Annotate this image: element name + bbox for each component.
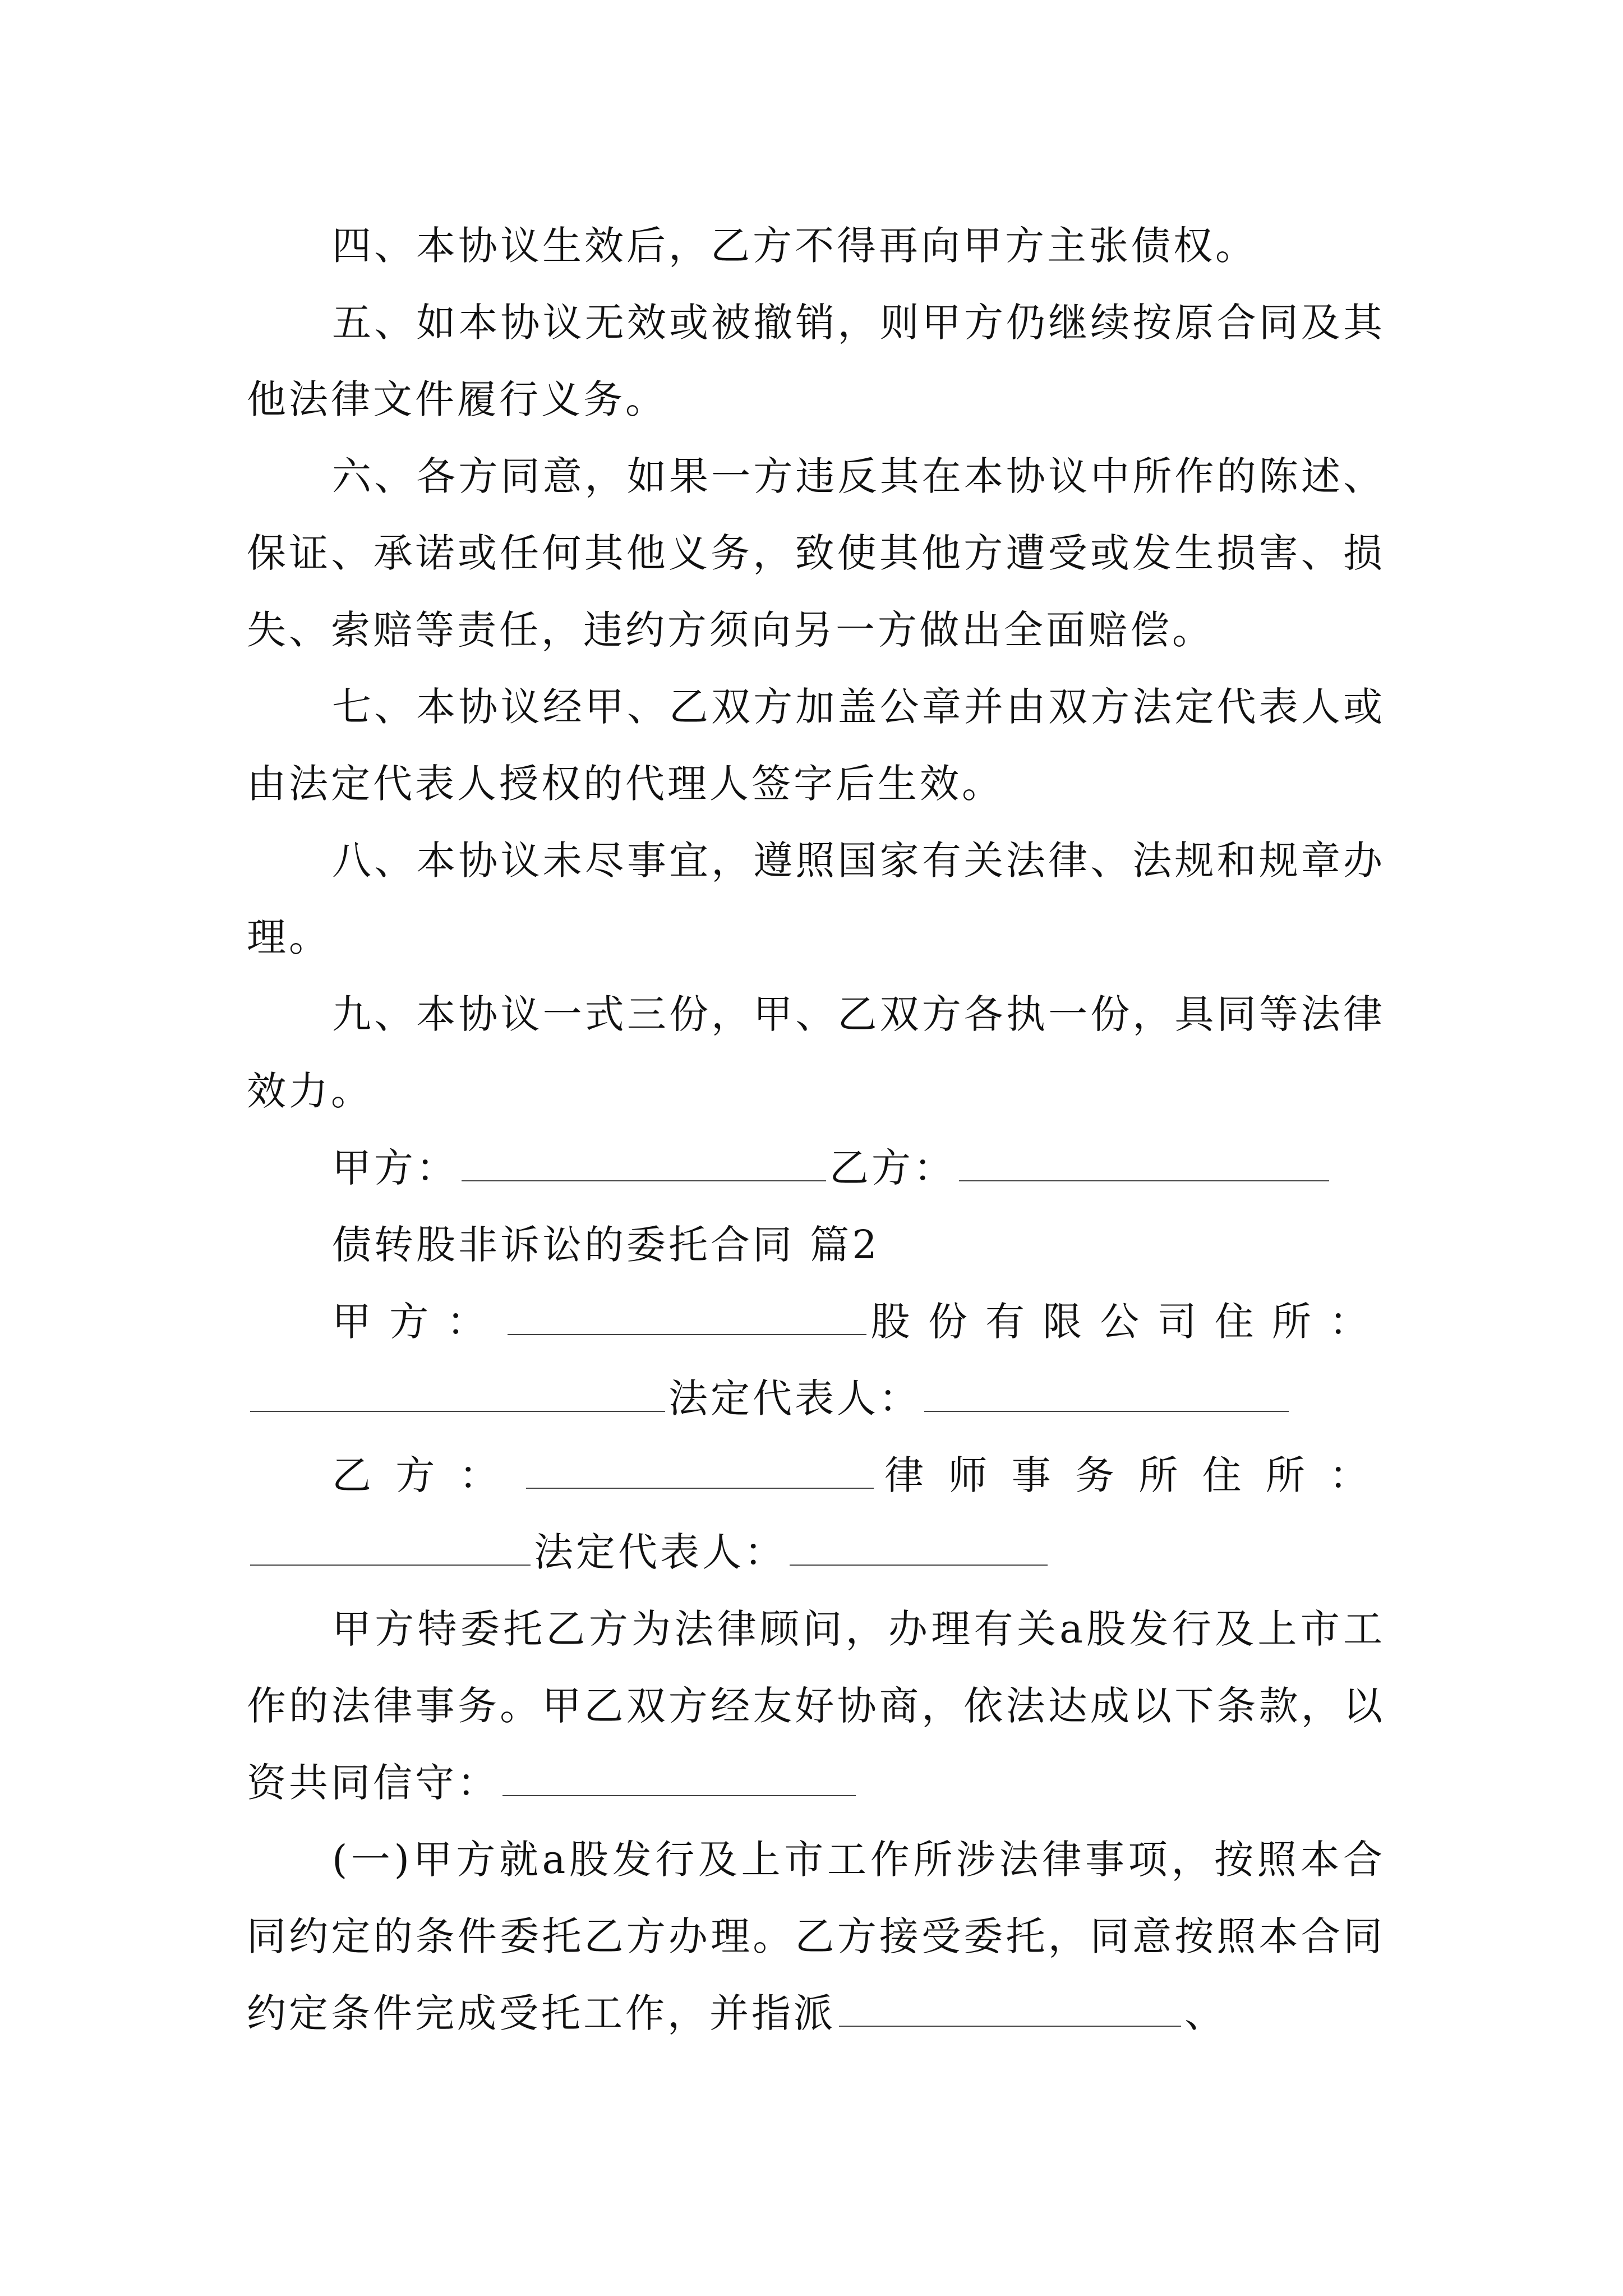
contract-party-b-rep — [247, 1514, 1385, 1591]
contract-party-a-suffix: 股份有限公司住所： — [869, 1299, 1385, 1345]
contract-party-a-rep-blank — [924, 1376, 1289, 1412]
contract-clause-one-blank — [839, 1991, 1181, 2027]
contract-intro-blank — [502, 1760, 856, 1796]
contract-intro — [247, 1591, 1385, 1821]
contract-party-b-suffix: 律师事务所住所： — [877, 1452, 1386, 1498]
signature-party-b-blank — [959, 1145, 1329, 1181]
clause-five: 五、如本协议无效或被撤销，则甲方仍继续按原合同及其他法律文件履行义务。 — [247, 300, 1385, 422]
clause-seven: 七、本协议经甲、乙双方加盖公章并由双方法定代表人或由法定代表人授权的代理人签字后生效。 — [247, 684, 1385, 807]
contract-party-a — [247, 1283, 1385, 1360]
contract-party-b-rep-label: 法定代表人： — [534, 1529, 786, 1575]
signature-party-a-label: 甲方： — [332, 1145, 458, 1191]
clause-six: 六、各方同意，如果一方违反其在本协议中所作的陈述、保证、承诺或任何其他义务，致使其他方遭受或发生损害、损失、索赔等责任，违约方须向另一方做出全面赔偿。 — [247, 453, 1385, 653]
document-body — [247, 208, 1385, 2052]
clause-nine: 九、本协议一式三份，甲、乙双方各执一份，具同等法律效力。 — [247, 991, 1385, 1114]
signature-line — [247, 1130, 1385, 1207]
contract-party-a-address-blank — [250, 1376, 665, 1412]
contract-party-b-rep-blank — [790, 1530, 1048, 1566]
signature-party-b-label: 乙方： — [829, 1145, 956, 1191]
contract-clause-one-tail: 、 — [1184, 1990, 1227, 2036]
clause-eight: 八、本协议未尽事宜，遵照国家有关法律、法规和规章办理。 — [247, 838, 1385, 960]
contract-intro-text: 甲方特委托乙方为法律顾问，办理有关a股发行及上市工作的法律事务。甲乙双方经友好协商，依法达成以下条款，以资共同信守： — [247, 1606, 1385, 1806]
contract-party-a-rep — [247, 1360, 1385, 1437]
contract-party-b-blank — [526, 1453, 874, 1489]
contract-party-b — [247, 1437, 1385, 1514]
contract-party-a-label: 甲方： — [332, 1299, 504, 1345]
contract-party-a-blank — [508, 1299, 866, 1335]
contract-clause-one-text: (一)甲方就a股发行及上市工作所涉法律事项，按照本合同约定的条件委托乙方办理。乙方接受委托，同意按照本合同约定条件完成受托工作，并指派 — [247, 1837, 1385, 2036]
contract-clause-one — [247, 1821, 1385, 2052]
section-title: 债转股非诉讼的委托合同 篇2 — [332, 1222, 880, 1268]
contract-party-b-label: 乙方： — [332, 1452, 523, 1498]
signature-party-a-blank — [462, 1145, 826, 1181]
contract-party-b-address-blank — [250, 1530, 531, 1566]
contract-party-a-rep-label: 法定代表人： — [668, 1375, 921, 1421]
clause-four: 四、本协议生效后，乙方不得再向甲方主张债权。 — [332, 223, 1257, 269]
